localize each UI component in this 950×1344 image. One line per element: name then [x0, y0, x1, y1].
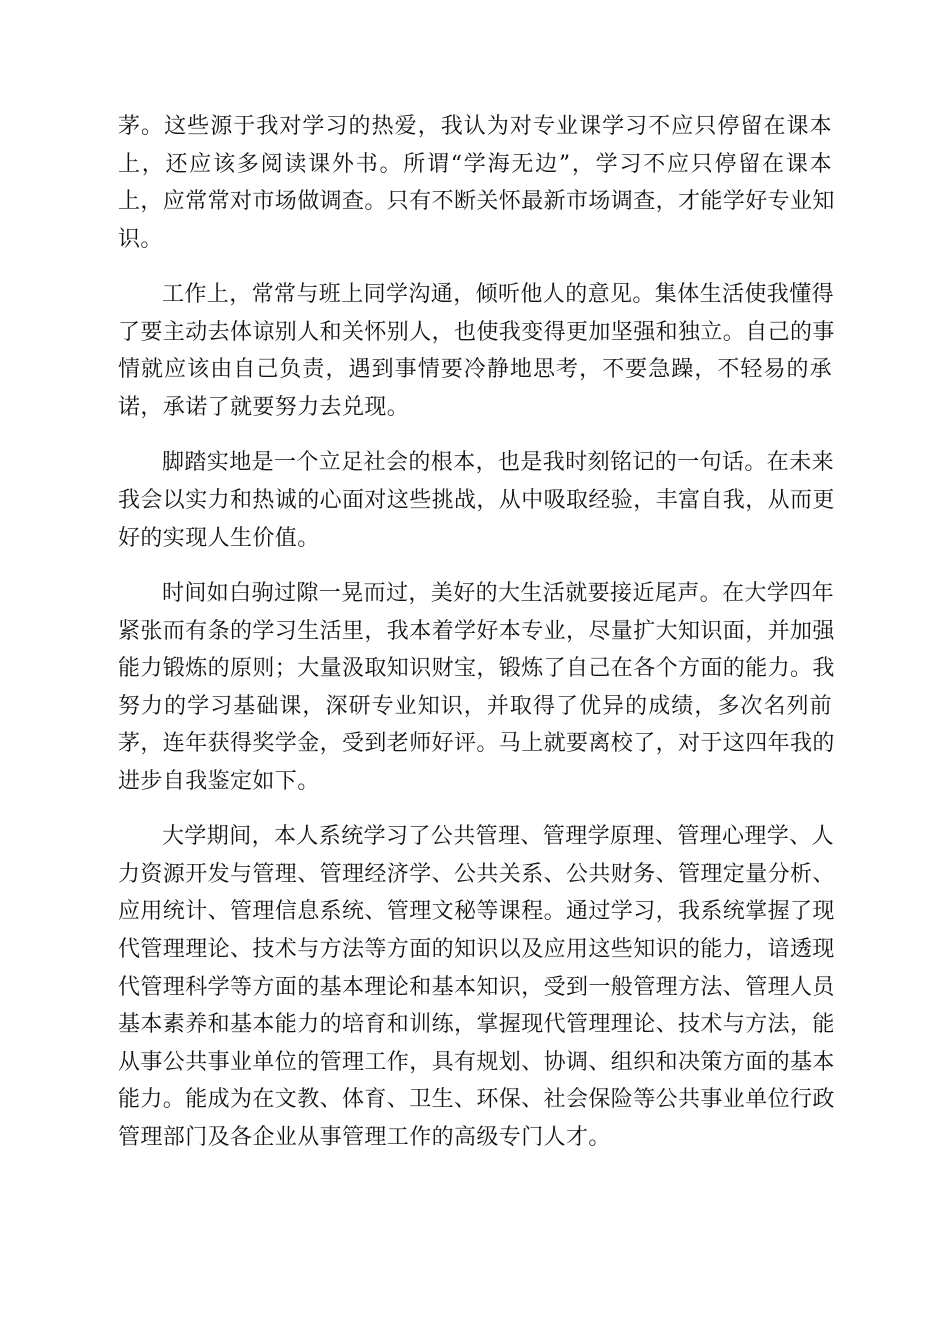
text-line: 代管理科学等方面的基本理论和基本知识，受到一般管理方法、管理人员 — [118, 974, 835, 1000]
text-line: 管理部门及各企业从事管理工作的高级专门人才。 — [118, 1125, 611, 1151]
document-body — [118, 108, 835, 1174]
text-line: 能力锻炼的原则；大量汲取知识财宝，锻炼了自己在各个方面的能力。我 — [118, 656, 835, 682]
text-line: 工作上，常常与班上同学沟通，倾听他人的意见。集体生活使我懂得 — [162, 282, 835, 308]
paragraph-1 — [118, 108, 835, 258]
text-line: 从事公共事业单位的管理工作，具有规划、协调、组织和决策方面的基本 — [118, 1049, 835, 1075]
text-line: 脚踏实地是一个立足社会的根本，也是我时刻铭记的一句话。在未来 — [162, 450, 835, 476]
text-line: 上，应常常对市场做调查。只有不断关怀最新市场调查，才能学好专业知 — [118, 189, 835, 215]
text-line: 识。 — [118, 226, 163, 252]
text-line: 代管理理论、技术与方法等方面的知识以及应用这些知识的能力，谙透现 — [118, 937, 835, 963]
text-line: 紧张而有条的学习生活里，我本着学好本专业，尽量扩大知识面，并加强 — [118, 618, 835, 644]
text-line: 茅，连年获得奖学金，受到老师好评。马上就要离校了，对于这四年我的 — [118, 731, 835, 757]
text-line: 能力。能成为在文教、体育、卫生、环保、社会保险等公共事业单位行政 — [118, 1087, 835, 1113]
text-line: 大学期间，本人系统学习了公共管理、管理学原理、管理心理学、人 — [162, 824, 835, 850]
text-line: 好的实现人生价值。 — [118, 525, 320, 551]
paragraph-2 — [118, 276, 835, 426]
text-line: 我会以实力和热诚的心面对这些挑战，从中吸取经验，丰富自我，从而更 — [118, 487, 835, 513]
text-line: 应用统计、管理信息系统、管理文秘等课程。通过学习，我系统掌握了现 — [118, 899, 835, 925]
paragraph-3 — [118, 444, 835, 557]
text-line: 茅。这些源于我对学习的热爱，我认为对专业课学习不应只停留在课本 — [118, 114, 832, 139]
paragraph-4 — [118, 575, 835, 801]
text-line: 进步自我鉴定如下。 — [118, 768, 320, 794]
text-line: 诺，承诺了就要努力去兑现。 — [118, 394, 410, 420]
text-line: 努力的学习基础课，深研专业知识，并取得了优异的成绩，多次名列前 — [118, 693, 832, 719]
text-line: 基本素养和基本能力的培育和训练，掌握现代管理理论、技术与方法，能 — [118, 1012, 835, 1038]
paragraph-5 — [118, 818, 835, 1156]
text-line: 了要主动去体谅别人和关怀别人，也使我变得更加坚强和独立。自己的事 — [118, 319, 835, 345]
text-line: 上，还应该多阅读课外书。所谓“学海无边”，学习不应只停留在课本 — [118, 151, 832, 177]
text-line: 情就应该由自己负责，遇到事情要冷静地思考，不要急躁，不轻易的承 — [118, 357, 832, 383]
text-line: 力资源开发与管理、管理经济学、公共关系、公共财务、管理定量分析、 — [118, 861, 835, 887]
text-line: 时间如白驹过隙一晃而过，美好的大生活就要接近尾声。在大学四年 — [162, 580, 835, 606]
